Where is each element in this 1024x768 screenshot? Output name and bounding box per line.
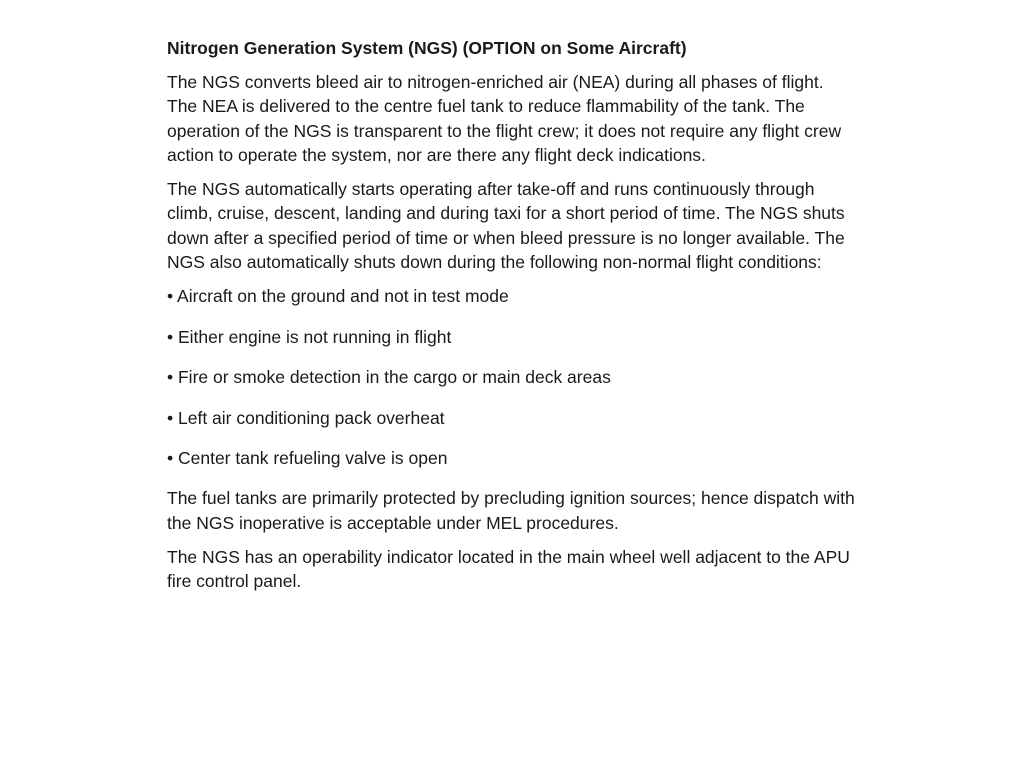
paragraph-ngs-overview: The NGS converts bleed air to nitrogen-enriched air (NEA) during all phases of flight. The NEA is delivered to the centre fuel tank to reduce flammability of the tank. The operation of the NGS is transparent to the flight crew; it does not require any flight crew action to operate the system, nor are there any flight deck indications. [167, 72, 842, 165]
paragraph-ngs-operation: The NGS automatically starts operating after take-off and runs continuously through climb, cruise, descent, landing and during taxi for a short period of time. The NGS shuts down after a specified period of time or when bleed pressure is no longer available. The NGS also automatically shuts down during the following non-normal flight conditions: [167, 179, 845, 273]
list-item: • Fire or smoke detection in the cargo or main deck areas [167, 367, 611, 388]
document-title: Nitrogen Generation System (NGS) (OPTION on Some Aircraft) [167, 38, 687, 58]
paragraph-fuel-tank-protection: The fuel tanks are primarily protected by precluding ignition sources; hence dispatch with the NGS inoperative is acceptable under MEL procedures. [167, 488, 855, 533]
document-slide [167, 36, 857, 604]
list-item: • Center tank refueling valve is open [167, 448, 448, 469]
list-item: • Left air conditioning pack overheat [167, 407, 445, 428]
list-item: • Aircraft on the ground and not in test mode [167, 286, 509, 307]
list-item: • Either engine is not running in flight [167, 326, 452, 347]
paragraph-operability-indicator: The NGS has an operability indicator located in the main wheel well adjacent to the APU fire control panel. [167, 546, 850, 592]
shutdown-conditions-list [167, 284, 857, 470]
